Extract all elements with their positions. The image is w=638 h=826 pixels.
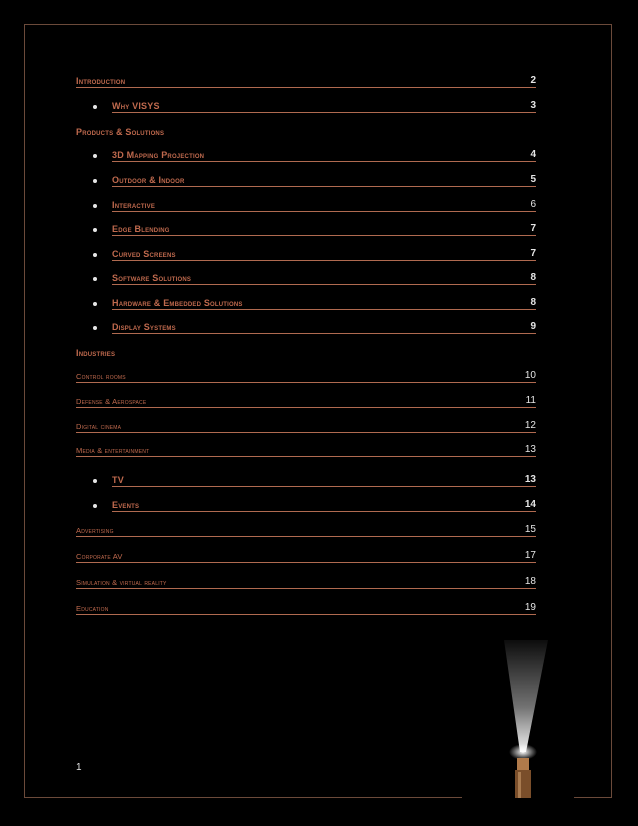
toc-entry-label[interactable]: Outdoor & Indoor — [112, 175, 185, 185]
toc-entry[interactable] — [112, 173, 536, 187]
toc-entry-page: 13 — [524, 444, 536, 455]
toc-entry-label[interactable]: Curved Screens — [112, 249, 176, 259]
toc-entry-label[interactable]: TV — [112, 475, 124, 485]
bullet-icon — [93, 277, 97, 281]
toc-entry-label[interactable]: Simulation & virtual reality — [76, 578, 167, 587]
toc-entry-page: 3 — [530, 100, 536, 111]
bullet-icon — [93, 504, 97, 508]
toc-entry[interactable] — [76, 345, 536, 359]
toc-entry-label[interactable]: Advertising — [76, 526, 114, 535]
toc-entry[interactable] — [112, 296, 536, 310]
spotlight-icon — [462, 640, 574, 798]
bullet-icon — [93, 204, 97, 208]
toc-entry[interactable] — [76, 74, 536, 88]
toc-entry[interactable] — [112, 198, 536, 212]
toc-entry-label[interactable]: Defense & Aerospace — [76, 397, 147, 406]
bullet-icon — [93, 253, 97, 257]
toc-entry-page: 12 — [524, 420, 536, 431]
toc-entry-page: 18 — [524, 576, 536, 587]
toc-entry-page: 13 — [524, 474, 536, 485]
toc-entry-label[interactable]: Software Solutions — [112, 273, 192, 283]
toc-entry-label[interactable]: Digital cinema — [76, 422, 122, 431]
toc-entry-page: 5 — [530, 174, 536, 185]
toc-entry-page: 4 — [530, 149, 536, 160]
toc-entry[interactable] — [76, 549, 536, 563]
toc-entry-label[interactable]: Display Systems — [112, 322, 176, 332]
toc-entry[interactable] — [76, 394, 536, 408]
toc-entry-label[interactable]: Corporate AV — [76, 552, 123, 561]
toc-entry-page: 11 — [525, 395, 536, 406]
toc-entry[interactable] — [112, 271, 536, 285]
toc-entry-page: 14 — [524, 499, 536, 510]
toc-entry-label[interactable]: Introduction — [76, 76, 126, 86]
toc-entry[interactable] — [112, 148, 536, 162]
toc-entry-page: 7 — [530, 248, 536, 259]
spotlight-image — [462, 640, 574, 798]
toc-entry[interactable] — [76, 419, 536, 433]
toc-entry-page: 6 — [530, 199, 536, 210]
toc-entry-page: 10 — [524, 370, 536, 381]
bullet-icon — [93, 228, 97, 232]
bullet-icon — [93, 154, 97, 158]
toc-entry-label[interactable]: Why VISYS — [112, 101, 160, 111]
page-number: 1 — [76, 762, 82, 773]
toc-entry[interactable] — [76, 601, 536, 615]
toc-entry-label[interactable]: 3D Mapping Projection — [112, 150, 205, 160]
toc-entry[interactable] — [76, 523, 536, 537]
toc-entry-label[interactable]: Industries — [76, 348, 116, 358]
toc-entry[interactable] — [112, 498, 536, 512]
toc-entry-page: 9 — [530, 321, 536, 332]
toc-entry-page: 2 — [530, 75, 536, 86]
bullet-icon — [93, 479, 97, 483]
toc-entry[interactable] — [112, 222, 536, 236]
toc-entry-page: 8 — [530, 272, 536, 283]
toc-entry-label[interactable]: Control rooms — [76, 372, 126, 381]
toc-entry-label[interactable]: Education — [76, 604, 109, 613]
bullet-icon — [93, 302, 97, 306]
toc-entry-label[interactable]: Interactive — [112, 200, 156, 210]
toc-entry-label[interactable]: Products & Solutions — [76, 127, 165, 137]
bullet-icon — [93, 179, 97, 183]
toc-entry-label[interactable]: Edge Blending — [112, 224, 170, 234]
bullet-icon — [93, 326, 97, 330]
toc-entry[interactable] — [112, 99, 536, 113]
toc-entry[interactable] — [76, 575, 536, 589]
bullet-icon — [93, 105, 97, 109]
toc-entry[interactable] — [112, 320, 536, 334]
toc-entry-page: 17 — [524, 550, 536, 561]
toc-entry-label[interactable]: Hardware & Embedded Solutions — [112, 298, 243, 308]
toc-entry[interactable] — [112, 247, 536, 261]
toc-entry-page: 7 — [530, 223, 536, 234]
toc-entry[interactable] — [76, 124, 536, 138]
toc-entry[interactable] — [112, 473, 536, 487]
toc-entry[interactable] — [76, 443, 536, 457]
toc-entry-page: 19 — [524, 602, 536, 613]
toc-entry-page: 15 — [524, 524, 536, 535]
toc-entry-label[interactable]: Media & entertainment — [76, 446, 150, 455]
toc-entry-label[interactable]: Events — [112, 500, 140, 510]
toc-entry[interactable] — [76, 369, 536, 383]
toc-entry-page: 8 — [530, 297, 536, 308]
